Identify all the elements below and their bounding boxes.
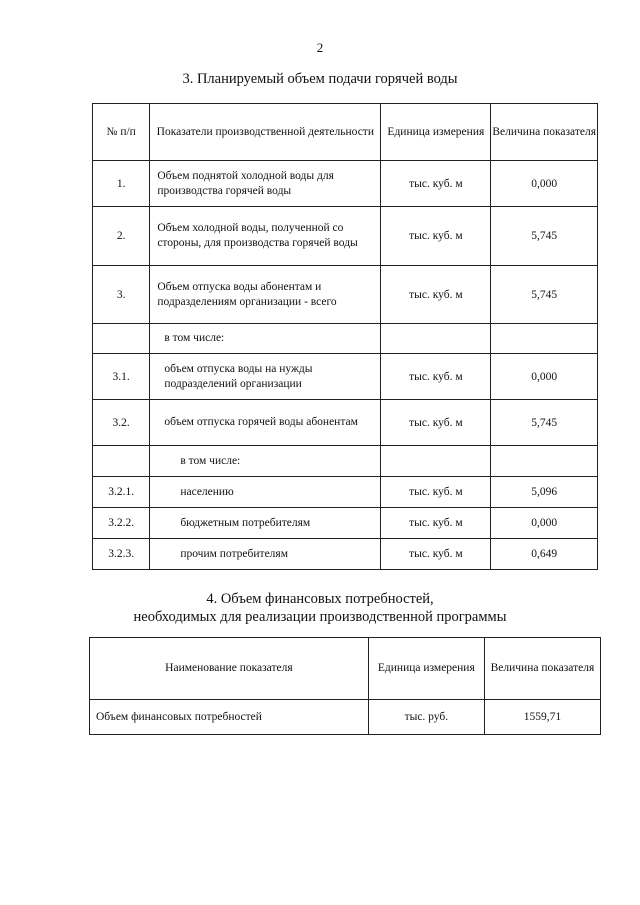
section-4-title [0,590,640,626]
table-row [93,539,598,570]
header-unit: Единица измерения [381,104,491,161]
row-value: 0,649 [491,539,598,570]
table-row [93,354,598,400]
row-unit: тыс. куб. м [381,508,491,539]
row-name: бюджетным потребителям [150,508,381,539]
row-name: в том числе: [150,446,381,477]
row-value [491,324,598,354]
section-3-title: 3. Планируемый объем подачи горячей воды [182,71,458,87]
table-header-row [93,104,598,161]
water-supply-table [92,103,598,570]
row-number: 3.2.3. [93,539,150,570]
table-row [93,446,598,477]
table-row [93,324,598,354]
row-value: 5,745 [491,266,598,324]
table-row [93,207,598,266]
row-unit: тыс. куб. м [381,266,491,324]
row-value: 0,000 [491,508,598,539]
table-row [93,161,598,207]
row-name: населению [150,477,381,508]
table-row [90,700,601,735]
row-value: 5,745 [491,400,598,446]
row-number: 3.2.2. [93,508,150,539]
row-unit: тыс. куб. м [381,207,491,266]
row-unit: тыс. куб. м [381,477,491,508]
table-row [93,477,598,508]
row-value: 5,096 [491,477,598,508]
table-row [93,266,598,324]
row-value: 0,000 [491,354,598,400]
row-name: прочим потребителям [150,539,381,570]
row-name: в том числе: [150,324,381,354]
row-name: Объем финансовых потребностей [90,700,369,735]
row-value: 0,000 [491,161,598,207]
header-number: № п/п [93,104,150,161]
header-unit: Единица измерения [368,638,484,700]
row-number: 3. [93,266,150,324]
row-name: Объем поднятой холодной воды для производства горячей воды [150,161,381,207]
row-unit: тыс. куб. м [381,161,491,207]
row-unit: тыс. куб. м [381,400,491,446]
financial-needs-table [89,637,601,735]
header-value: Величина показателя [484,638,600,700]
row-name: Объем холодной воды, полученной со стороны, для производства горячей воды [150,207,381,266]
row-number: 1. [93,161,150,207]
row-value [491,446,598,477]
table-row [93,508,598,539]
row-unit: тыс. руб. [368,700,484,735]
row-unit [381,446,491,477]
page-number: 2 [316,40,324,55]
row-number: 3.2.1. [93,477,150,508]
row-number [93,446,150,477]
table-header-row [90,638,601,700]
section-4-title-line1: 4. Объем финансовых потребностей, [206,591,434,607]
row-value: 1559,71 [484,700,600,735]
row-number: 3.1. [93,354,150,400]
row-number: 2. [93,207,150,266]
header-value: Величина показателя [491,104,598,161]
row-unit [381,324,491,354]
row-unit: тыс. куб. м [381,539,491,570]
row-name: объем отпуска воды на нужды подразделений организации [150,354,381,400]
header-indicator: Показатели производственной деятельности [150,104,381,161]
table-row [93,400,598,446]
row-unit: тыс. куб. м [381,354,491,400]
row-number: 3.2. [93,400,150,446]
header-indicator-name: Наименование показателя [90,638,369,700]
row-name: объем отпуска горячей воды абонентам [150,400,381,446]
row-number [93,324,150,354]
row-name: Объем отпуска воды абонентам и подразделениям организации - всего [150,266,381,324]
row-value: 5,745 [491,207,598,266]
section-4-title-line2: необходимых для реализации производственной программы [133,609,507,625]
